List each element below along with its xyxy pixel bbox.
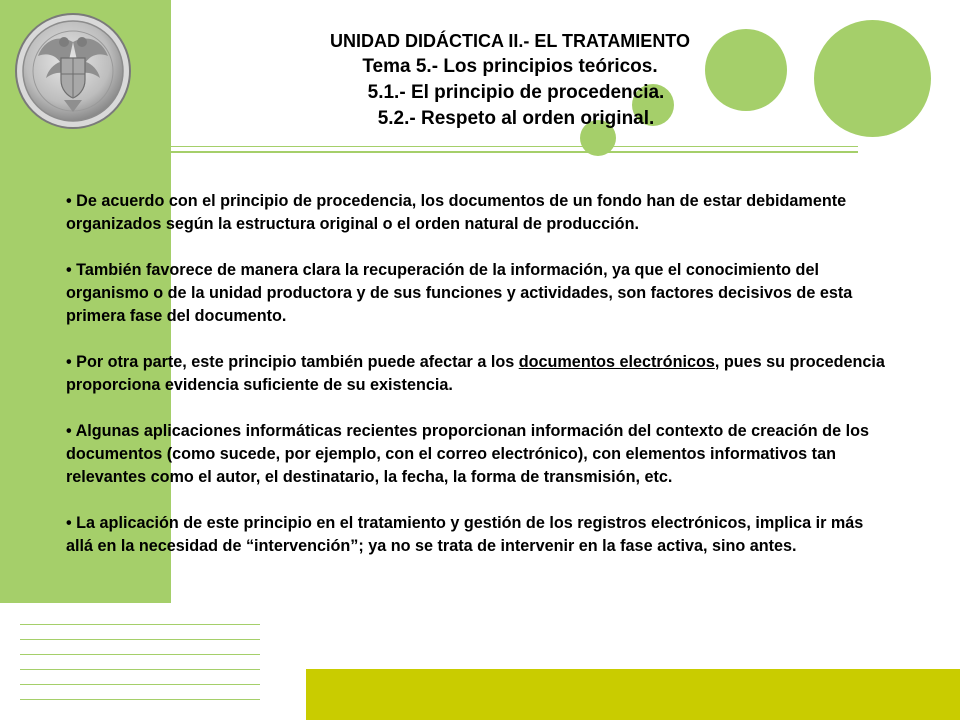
- bullet-paragraph-3: [66, 351, 886, 397]
- bullet-paragraph-3-after: , pues su procedencia proporciona evidencia suficiente de su existencia.: [66, 353, 885, 394]
- header-divider: [170, 146, 858, 152]
- slide-body: [66, 190, 886, 558]
- bullet-paragraph-3-before: • Por otra parte, este principio también puede afectar a los: [66, 353, 519, 371]
- coat-of-arms-seal-icon: [14, 12, 132, 130]
- topic-title: Tema 5.- Los principios teóricos.: [362, 56, 658, 77]
- bullet-paragraph-5: • La aplicación de este principio en el tratamiento y gestión de los registros electrónicos, implica ir más allá en la necesidad de “intervención”; ya no se trata de intervenir en la fase activa, sino antes.: [66, 514, 864, 555]
- decorative-circle-large: [814, 20, 931, 137]
- bullet-paragraph-4: • Algunas aplicaciones informáticas recientes proporcionan información del contexto de creación de los documentos (como sucede, por ejemplo, con el correo electrónico), con elementos informativos tan relevantes como el autor, el destinatario, la fecha, la forma de transmisión, etc.: [66, 422, 869, 486]
- unit-title: UNIDAD DIDÁCTICA II.- EL TRATAMIENTO: [330, 31, 690, 51]
- subtopic-2: 5.2.- Respeto al orden original.: [377, 108, 655, 129]
- electronic-documents-link[interactable]: documentos electrónicos: [518, 353, 715, 371]
- decorative-footer-block: [306, 669, 960, 720]
- slide-header: [200, 29, 820, 132]
- decorative-lines: [20, 624, 260, 714]
- subtopic-1: 5.1.- El principio de procedencia.: [367, 82, 665, 103]
- bullet-paragraph-2: • También favorece de manera clara la recuperación de la información, ya que el conocimiento del organismo o de la unidad productora y de sus funciones y actividades, son factores decisivos de esta primera fase del documento.: [66, 261, 853, 325]
- bullet-paragraph-1: • De acuerdo con el principio de procedencia, los documentos de un fondo han de estar debidamente organizados según la estructura original o el orden natural de producción.: [66, 192, 847, 233]
